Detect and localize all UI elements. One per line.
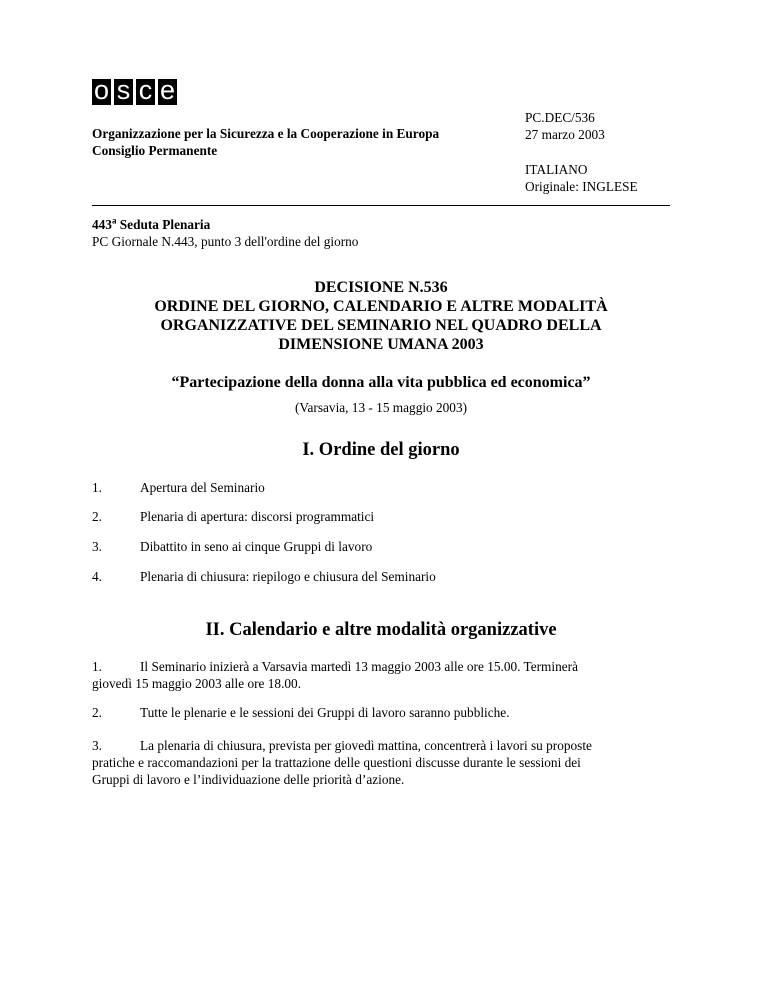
paragraph-text: Tutte le plenarie e le sessioni dei Gruppi di lavoro saranno pubbliche. [140,705,510,720]
doc-language: ITALIANO [525,162,588,177]
osce-logo [92,75,177,105]
agenda-item [92,480,265,496]
logo-letter-o: o [93,75,110,105]
section-heading-calendar: II. Calendario e altre modalità organizzative [205,620,557,640]
session-info [92,216,358,250]
agenda-item-text: Apertura del Seminario [140,480,265,495]
agenda-item-number: 2. [92,509,102,524]
seminar-subtitle: “Partecipazione della donna alla vita pubblica ed economica” [171,374,591,391]
organization-name [92,126,439,159]
logo-letter-c: c [136,79,155,105]
title-line-1: DECISIONE N.536 [314,279,448,296]
doc-date: 27 marzo 2003 [525,126,605,142]
header-divider [92,205,670,206]
agenda-item-number: 3. [92,539,102,554]
paragraph-text: La plenaria di chiusura, prevista per giovedì mattina, concentrerà i lavori su proposte [140,738,592,753]
title-line-4: DIMENSIONE UMANA 2003 [278,336,484,353]
paragraph-number: 3. [92,738,102,753]
paragraph-number: 2. [92,705,102,720]
doc-original-language: Originale: INGLESE [525,178,638,194]
agenda-item-text: Plenaria di apertura: discorsi programmatici [140,509,375,524]
paragraph-text: Il Seminario inizierà a Varsavia martedì 13 maggio 2003 alle ore 15.00. Terminerà [140,659,578,674]
seminar-place-date: (Varsavia, 13 - 15 maggio 2003) [294,400,468,415]
doc-number: PC.DEC/536 [525,110,595,125]
paragraph-text: giovedì 15 maggio 2003 alle ore 18.00. [92,676,302,691]
org-line-1: Organizzazione per la Sicurezza e la Cooperazione in Europa [92,126,440,141]
logo-letter-s: s [114,79,133,105]
agenda-item-text: Dibattito in seno ai cinque Gruppi di lavoro [140,539,373,554]
document-meta [525,110,638,195]
decision-title [92,278,670,354]
session-heading: 443$^a$ Seduta Plenaria [92,215,211,232]
agenda-item [92,569,436,585]
org-line-2: Consiglio Permanente [92,142,218,158]
agenda-item [92,509,374,525]
agenda-item-number: 4. [92,569,102,584]
calendar-paragraph [92,658,670,692]
title-line-2: ORDINE DEL GIORNO, CALENDARIO E ALTRE MODALITÀ [154,298,608,315]
logo-letter-e: e [159,75,176,105]
paragraph-text: Gruppi di lavoro e l’individuazione delle priorità d’azione. [92,772,405,787]
paragraph-text: pratiche e raccomandazioni per la trattazione delle questioni discusse durante le sessioni dei [92,755,581,770]
calendar-paragraph [92,737,670,788]
agenda-item [92,539,372,555]
section-heading-agenda: I. Ordine del giorno [302,440,460,460]
agenda-item-text: Plenaria di chiusura: riepilogo e chiusura del Seminario [140,569,436,584]
journal-reference: PC Giornale N.443, punto 3 dell'ordine del giorno [92,234,359,249]
paragraph-number: 1. [92,659,102,674]
calendar-paragraph [92,704,670,721]
title-line-3: ORGANIZZATIVE DEL SEMINARIO NEL QUADRO DELLA [160,317,602,334]
agenda-item-number: 1. [92,480,102,495]
